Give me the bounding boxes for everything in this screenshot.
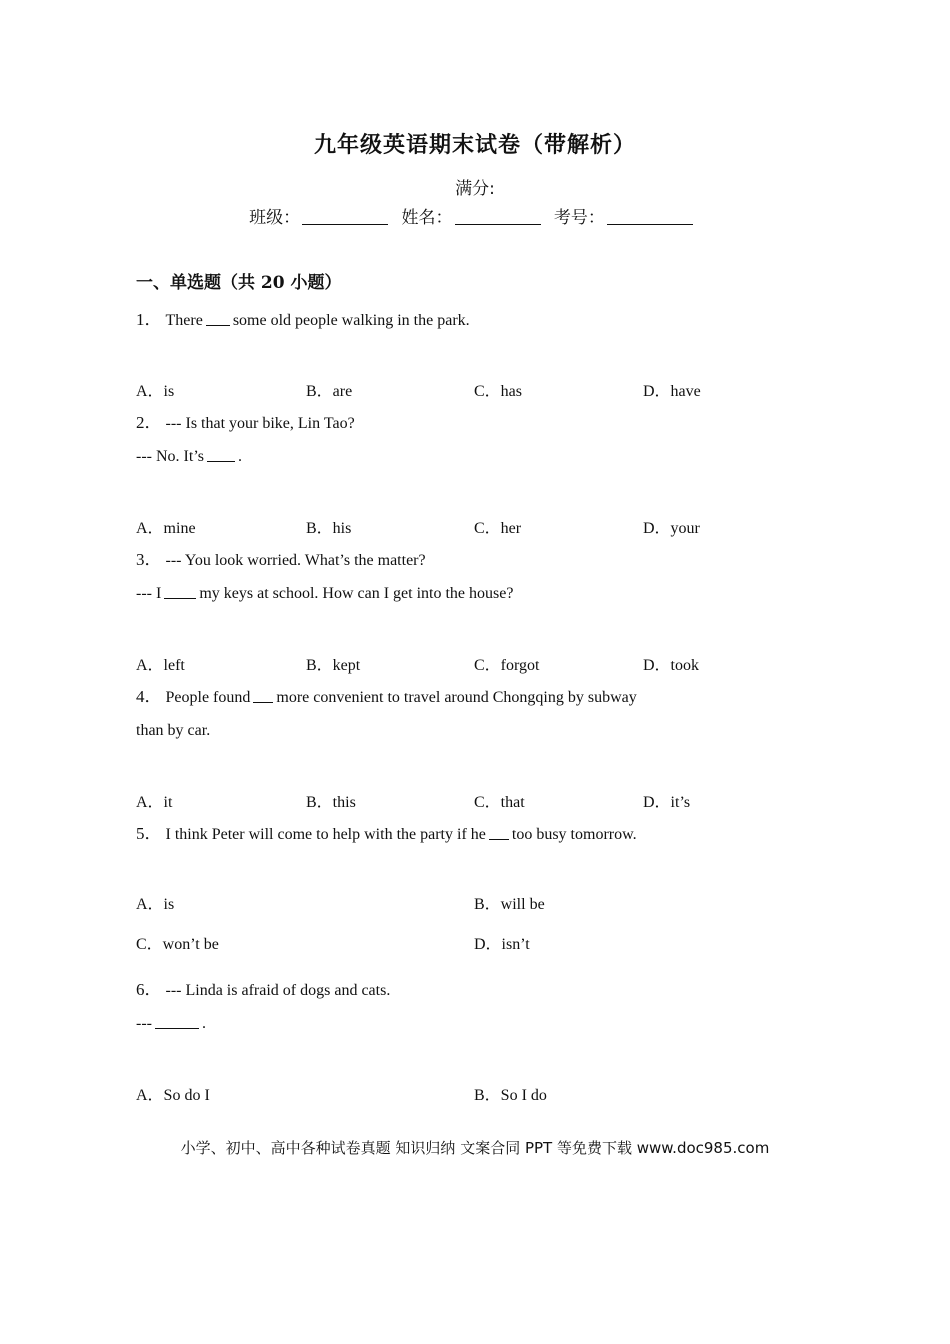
option-c[interactable]: C．that [474, 794, 525, 811]
name-blank[interactable] [455, 206, 541, 225]
question-text: --- No. It’s [136, 448, 204, 465]
question-text: some old people walking in the park. [232, 312, 470, 329]
option-c[interactable]: C．her [474, 520, 522, 537]
exam-no-label: 考号： [553, 208, 605, 228]
class-label: 班级： [249, 208, 301, 228]
page-title: 九年级英语期末试卷（带解析） [313, 132, 636, 158]
question-text: --- Is that your bike, Lin Tao? [165, 415, 355, 432]
option-b[interactable]: B．this [306, 794, 356, 811]
question-text: There [165, 312, 203, 329]
question-3-line-2 [136, 584, 513, 604]
question-2-line-2 [136, 447, 242, 467]
option-d[interactable]: D．took [643, 657, 700, 674]
option-b[interactable]: B．his [306, 520, 352, 537]
question-1 [136, 310, 470, 331]
option-c[interactable]: C．has [474, 383, 523, 400]
section-title: 一、单选题（共 20 小题） [136, 273, 342, 293]
question-3 [136, 550, 426, 571]
option-a[interactable]: A．So do I [136, 1087, 210, 1104]
question-number: 5． [136, 824, 162, 843]
answer-blank [253, 688, 273, 703]
option-a[interactable]: A．it [136, 794, 173, 811]
name-label: 姓名： [401, 208, 453, 228]
score-label: 满分: [455, 179, 495, 199]
option-a[interactable]: A．mine [136, 520, 196, 537]
question-text: I think Peter will come to help with the party if he [165, 826, 486, 843]
student-info-line [0, 203, 950, 228]
question-number: 4． [136, 687, 162, 706]
answer-blank [207, 447, 235, 462]
option-a[interactable]: A．left [136, 657, 185, 674]
question-text: more convenient to travel around Chongqing by subway [276, 689, 637, 706]
question-number: 3． [136, 550, 162, 569]
option-d[interactable]: D．it’s [643, 794, 691, 811]
answer-blank [164, 584, 196, 599]
footer-text: 小学、初中、高中各种试卷真题 知识归纳 文案合同 PPT 等免费下载 www.doc985.com [180, 1139, 770, 1157]
option-b[interactable]: B．will be [474, 896, 545, 913]
question-text: People found [165, 689, 251, 706]
option-d[interactable]: D．have [643, 383, 701, 400]
question-text: --- [136, 1015, 152, 1032]
question-2 [136, 413, 355, 434]
option-a[interactable]: A．is [136, 383, 175, 400]
question-4-line-2: than by car. [136, 722, 211, 739]
answer-blank [489, 825, 509, 840]
class-blank[interactable] [302, 206, 388, 225]
option-a[interactable]: A．is [136, 896, 175, 913]
question-text: --- Linda is afraid of dogs and cats. [165, 982, 391, 999]
option-c[interactable]: C．forgot [474, 657, 540, 674]
option-b[interactable]: B．kept [306, 657, 361, 674]
option-c[interactable]: C．won’t be [136, 936, 219, 953]
question-text: too busy tomorrow. [511, 826, 637, 843]
question-6 [136, 980, 390, 1001]
question-text: my keys at school. How can I get into the house? [199, 585, 514, 602]
option-b[interactable]: B．are [306, 383, 353, 400]
question-4 [136, 687, 637, 708]
question-number: 1． [136, 310, 162, 329]
question-text: --- I [136, 585, 162, 602]
option-d[interactable]: D．isn’t [474, 936, 530, 953]
option-d[interactable]: D．your [643, 520, 700, 537]
answer-blank [155, 1014, 199, 1029]
answer-blank [206, 311, 230, 326]
question-number: 2． [136, 413, 162, 432]
question-number: 6． [136, 980, 162, 999]
exam-no-blank[interactable] [607, 206, 693, 225]
question-6-line-2 [136, 1014, 206, 1034]
question-text: . [237, 448, 242, 465]
option-b[interactable]: B．So I do [474, 1087, 547, 1104]
question-text: --- You look worried. What’s the matter? [165, 552, 426, 569]
question-5 [136, 824, 637, 845]
question-text: . [201, 1015, 206, 1032]
